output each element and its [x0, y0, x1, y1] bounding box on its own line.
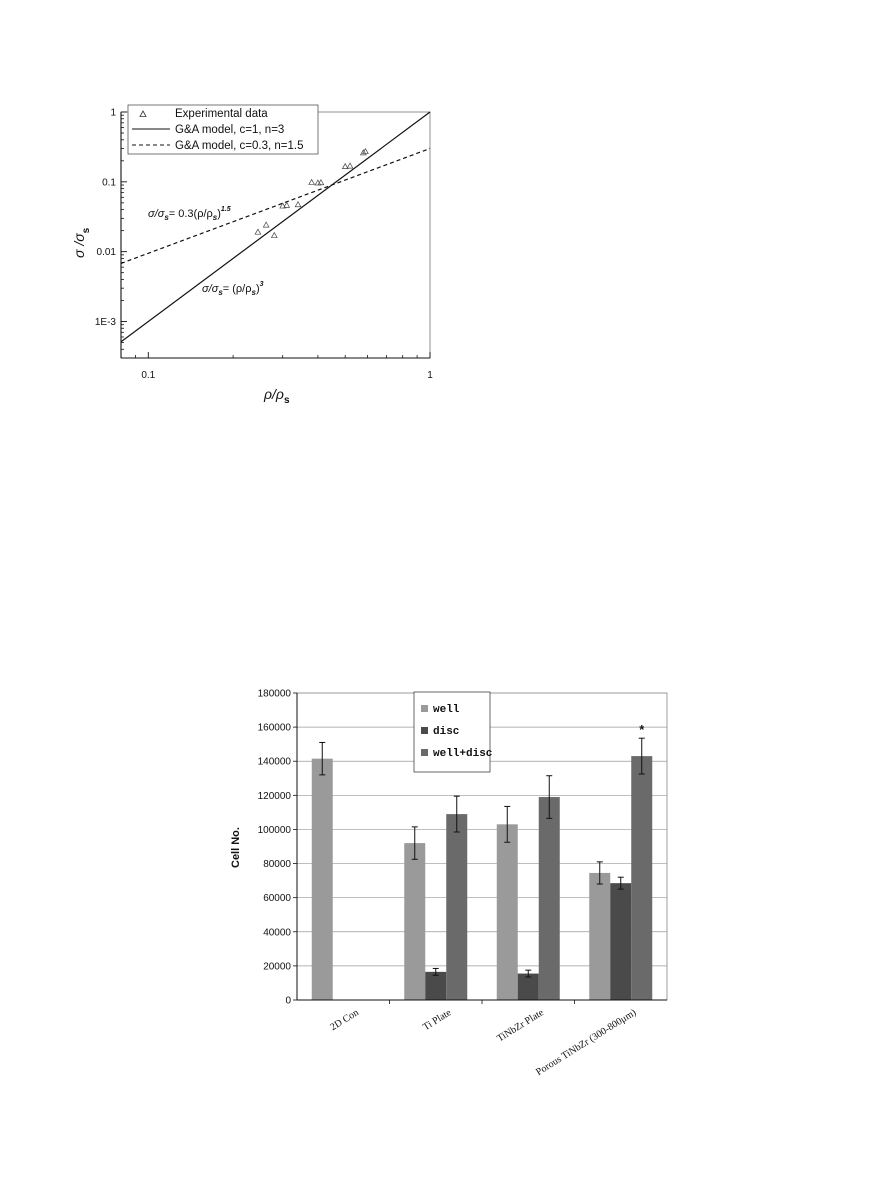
- chart2-y-tick-label: 80000: [263, 859, 291, 871]
- bar-well-disc: [446, 814, 467, 1000]
- chart2-category-label: 2D Con: [328, 1007, 361, 1034]
- chart1-y-tick-label: 0.01: [96, 247, 116, 259]
- bar-well: [589, 873, 610, 1000]
- legend-label-well-disc: well+disc: [433, 748, 493, 760]
- chart2-y-tick-label: 0: [285, 995, 291, 1007]
- chart1-x-tick-label: 1: [427, 370, 433, 381]
- annotation-model-1: $\sigma/\sigma_s= (\rho/\rho_s)^3$: [202, 281, 264, 297]
- legend-swatch-well: [421, 705, 428, 712]
- chart2-legend: [414, 692, 492, 772]
- significance-asterisk: *: [639, 722, 645, 738]
- chart2-y-axis-label: Cell No.: [230, 827, 242, 868]
- chart2-category-label: TiNbZr Plate: [495, 1007, 546, 1045]
- chart2-y-tick-label: 180000: [257, 688, 291, 700]
- chart2-y-tick-label: 60000: [263, 893, 291, 905]
- chart2-category-label: Porous TiNbZr (300-800μm): [534, 1007, 639, 1078]
- bar-well: [312, 759, 333, 1000]
- legend-label-well: well: [433, 704, 460, 716]
- bar-well: [497, 824, 518, 1000]
- chart1-x-tick-label: 0.1: [141, 370, 156, 381]
- chart1-y-tick-label: 1E-3: [94, 316, 116, 328]
- legend-label-disc: disc: [433, 726, 460, 738]
- chart2-y-tick-label: 20000: [263, 961, 291, 973]
- bar-disc: [518, 974, 539, 1000]
- bar-disc: [425, 972, 446, 1000]
- legend-label-experimental: Experimental data: [175, 108, 268, 120]
- chart2-y-tick-label: 120000: [257, 790, 291, 802]
- chart2-y-tick-label: 160000: [257, 722, 291, 734]
- legend-label-model-1: G&A model, c=1, n=3: [175, 124, 285, 136]
- bar-well-disc: [539, 797, 560, 1000]
- legend-label-model-2: G&A model, c=0.3, n=1.5: [175, 140, 304, 152]
- chart1-y-tick-label: 0.1: [102, 177, 116, 189]
- chart2-y-tick-label: 100000: [257, 824, 291, 836]
- chart2-y-tick-label: 140000: [257, 756, 291, 768]
- chart1-x-axis-label: $\rho/\rho_s$: [264, 386, 290, 406]
- chart1-y-axis-label: σ $/\sigma_s$: [71, 227, 92, 258]
- legend-swatch-disc: [421, 727, 428, 734]
- legend-swatch-well-disc: [421, 749, 428, 756]
- chart2-category-label: Ti Plate: [421, 1007, 454, 1033]
- bar-disc: [610, 883, 631, 1000]
- annotation-model-2: $\sigma/\sigma_s= 0.3(\rho/\rho_s)^{1.5}$: [148, 206, 231, 222]
- chart2-y-tick-label: 40000: [263, 927, 291, 939]
- bar-well-disc: [631, 756, 652, 1000]
- bar-well: [404, 843, 425, 1000]
- chart1-y-tick-label: 1: [110, 107, 116, 119]
